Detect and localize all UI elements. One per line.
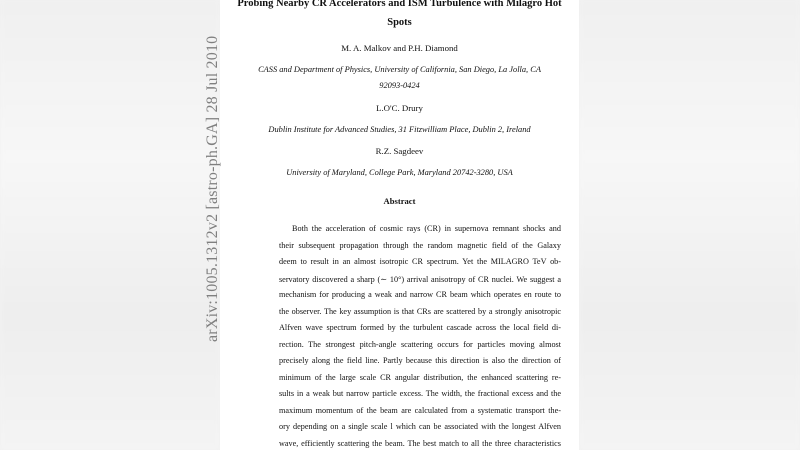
- author-line-2: L.O'C. Drury: [376, 103, 423, 113]
- affiliation-1-line-2: 92093-0424: [379, 81, 420, 90]
- paper-title-line-2: Spots: [387, 17, 412, 28]
- abstract-line: deem to result in an almost isotropic CR spectrum. Yet the MILAGRO TeV ob-: [279, 257, 561, 266]
- abstract-line: Both the acceleration of cosmic rays (CR) in supernova remnant shocks and: [292, 224, 561, 233]
- abstract-line: servatory discovered a sharp (∼ 10°) arrival anisotropy of CR nuclei. We suggest a: [279, 275, 561, 284]
- abstract-line: ory depending on a single scale l which can be associated with the longest Alfven: [279, 422, 561, 431]
- blurred-background-right: [579, 0, 800, 450]
- author-line-1: M. A. Malkov and P.H. Diamond: [341, 43, 458, 53]
- abstract-line: sults in a weak but narrow particle excess. The width, the fractional excess and the: [279, 389, 561, 398]
- blurred-background-left: [0, 0, 220, 450]
- author-line-3: R.Z. Sagdeev: [375, 146, 424, 156]
- paper-page: [220, 0, 579, 450]
- paper-title-line-1: Probing Nearby CR Accelerators and ISM Turbulence with Milagro Hot: [237, 0, 562, 9]
- affiliation-1-line-1: CASS and Department of Physics, University of California, San Diego, La Jolla, CA: [258, 65, 541, 74]
- abstract-line: minimum of the large scale CR angular distribution, the enhanced scattering re-: [279, 373, 561, 382]
- affiliation-3: University of Maryland, College Park, Maryland 20742-3280, USA: [286, 168, 513, 177]
- abstract-line: wave, efficiently scattering the beam. The best match to all the three characteristics: [279, 439, 561, 448]
- abstract-line: their subsequent propagation through the random magnetic field of the Galaxy: [279, 241, 561, 250]
- abstract-line: rection. The strongest pitch-angle scattering occurs for particles moving almost: [279, 340, 561, 349]
- affiliation-2: Dublin Institute for Advanced Studies, 31 Fitzwilliam Place, Dublin 2, Ireland: [268, 125, 531, 134]
- abstract-heading: Abstract: [383, 196, 416, 206]
- abstract-line: mechanism for producing a weak and narrow CR beam which operates en route to: [279, 290, 561, 299]
- abstract-line: the observer. The key assumption is that CRs are scattered by a strongly anisotropic: [279, 307, 561, 316]
- abstract-line: Alfven wave spectrum formed by the turbulent cascade across the local field di-: [279, 323, 561, 332]
- abstract-line: precisely along the field line. Partly because this direction is also the direction of: [279, 356, 561, 365]
- abstract-line: maximum momentum of the beam are calculated from a systematic transport the-: [279, 406, 561, 415]
- arxiv-identifier: arXiv:1005.1312v2 [astro-ph.GA] 28 Jul 2010: [204, 35, 221, 342]
